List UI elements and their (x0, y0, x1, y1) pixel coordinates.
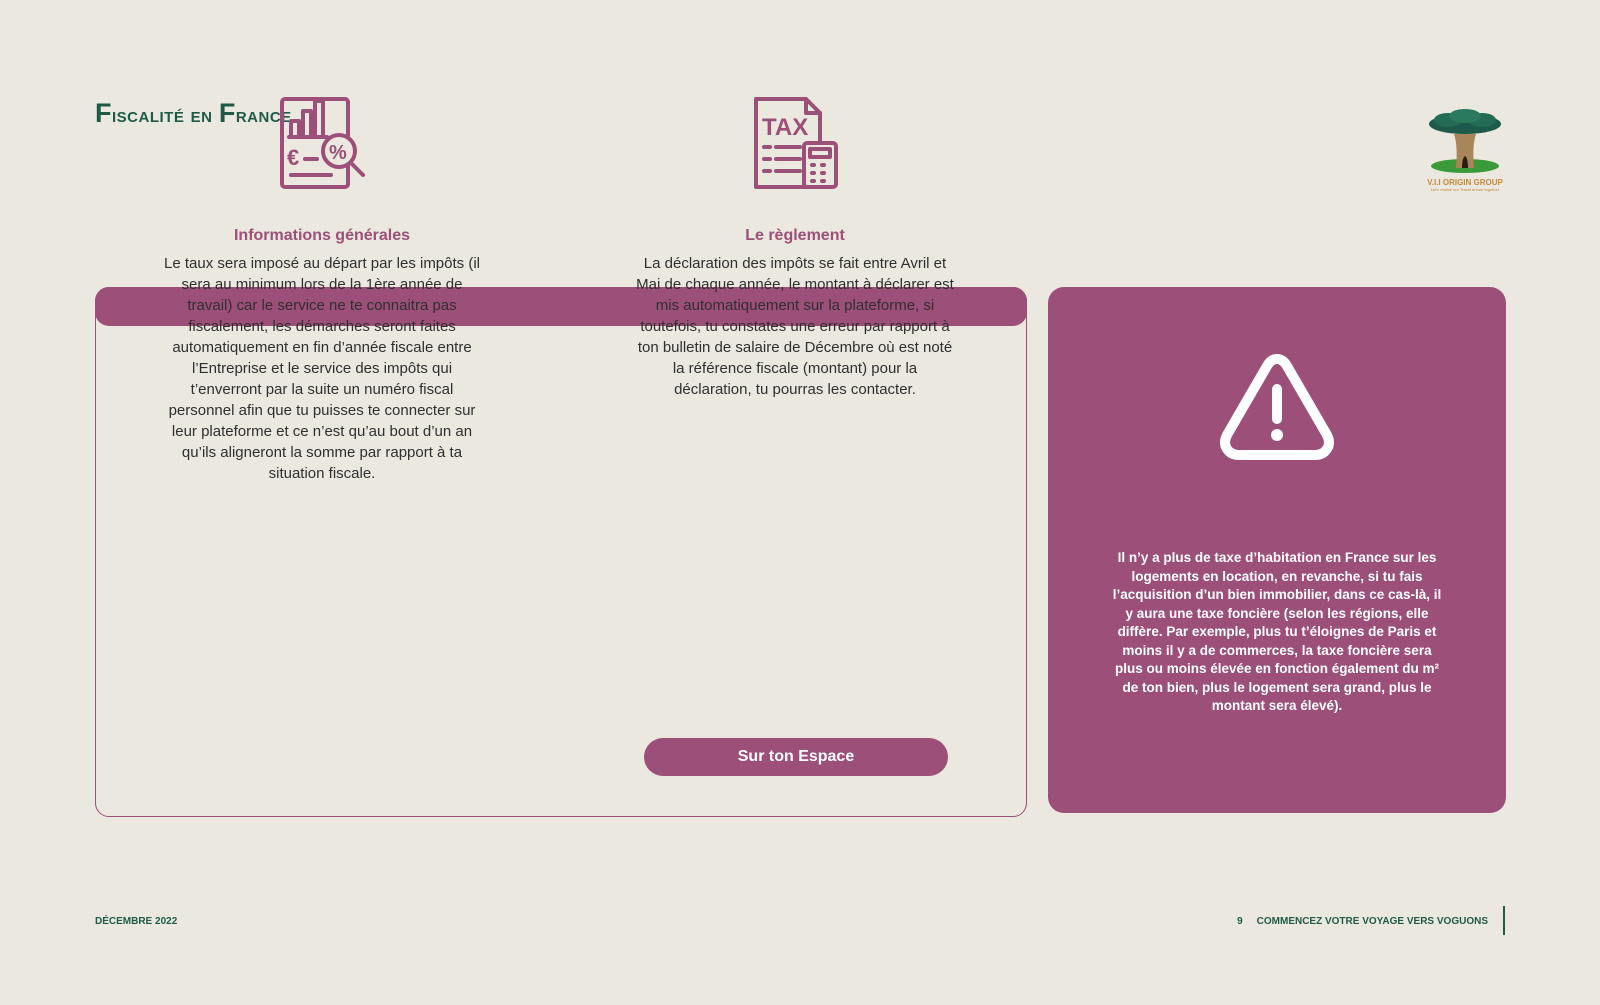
footer-divider (1503, 906, 1505, 935)
page-title: Fiscalité en France (95, 98, 292, 128)
baobab-tree-icon (1420, 106, 1510, 176)
general-info-column (162, 95, 482, 484)
payment-column (635, 95, 955, 400)
general-info-text: Le taux sera imposé au départ par les impôts (il sera au minimum lors de la 1ère année de travail) car le service ne te connaitra pas fiscalement, les démarches seront faites automatiquement en fin d’année fiscale entre l’Entreprise et le service des impôts qui t’enverront par la suite un numéro fiscal personnel afin que tu puisses te connecter sur leur plateforme et ce n’est qu’au bout d’un an qu’ils aligneront la somme par rapport à ta situation fiscale. (164, 255, 480, 482)
sur-ton-espace-button[interactable]: Sur ton Espace (644, 738, 948, 776)
svg-text:€: € (287, 145, 300, 170)
general-info-heading: Informations générales (233, 227, 411, 244)
payment-text: La déclaration des impôts se fait entre Avril et Mai de chaque année, le montant à déclarer est mis automatiquement sur la plateforme, si toutefois, tu constates une erreur par rapport à ton bulletin de salaire de Décembre où est noté la référence fiscale (montant) pour la déclaration, tu pourras les contacter. (636, 255, 954, 398)
logo-name: V.I.I ORIGIN GROUP (1427, 178, 1503, 187)
company-logo (1420, 106, 1510, 196)
footer-date: DÉCEMBRE 2022 (95, 916, 178, 927)
payment-heading: Le règlement (745, 227, 845, 244)
warning-text: Il n’y a plus de taxe d’habitation en France sur les logements en location, en revanche, si tu fais l’acquisition d’un bien immobilier, dans ce cas-là, il y aura une taxe foncière (selon les régions, elle diffère. Par exemple, plus tu t’éloignes de Paris et moins il y a de commerces, la taxe foncière sera plus ou moins élevée en fonction également du m² de ton bien, plus le logement sera grand, plus le montant sera élevé). (1112, 550, 1442, 713)
tax-analysis-icon (277, 95, 367, 191)
svg-text:%: % (329, 142, 347, 164)
footer-right (1237, 916, 1488, 927)
footer-tagline: COMMENCEZ VOTRE VOYAGE VERS VOGUONS (1256, 916, 1488, 927)
warning-card (1048, 287, 1506, 813)
warning-icon (1219, 349, 1335, 465)
tax-document-calculator-icon (750, 95, 840, 191)
logo-tagline: Let's realise our Travel dream together (1430, 187, 1500, 192)
page-number: 9 (1237, 916, 1243, 927)
svg-text:TAX: TAX (762, 114, 809, 141)
